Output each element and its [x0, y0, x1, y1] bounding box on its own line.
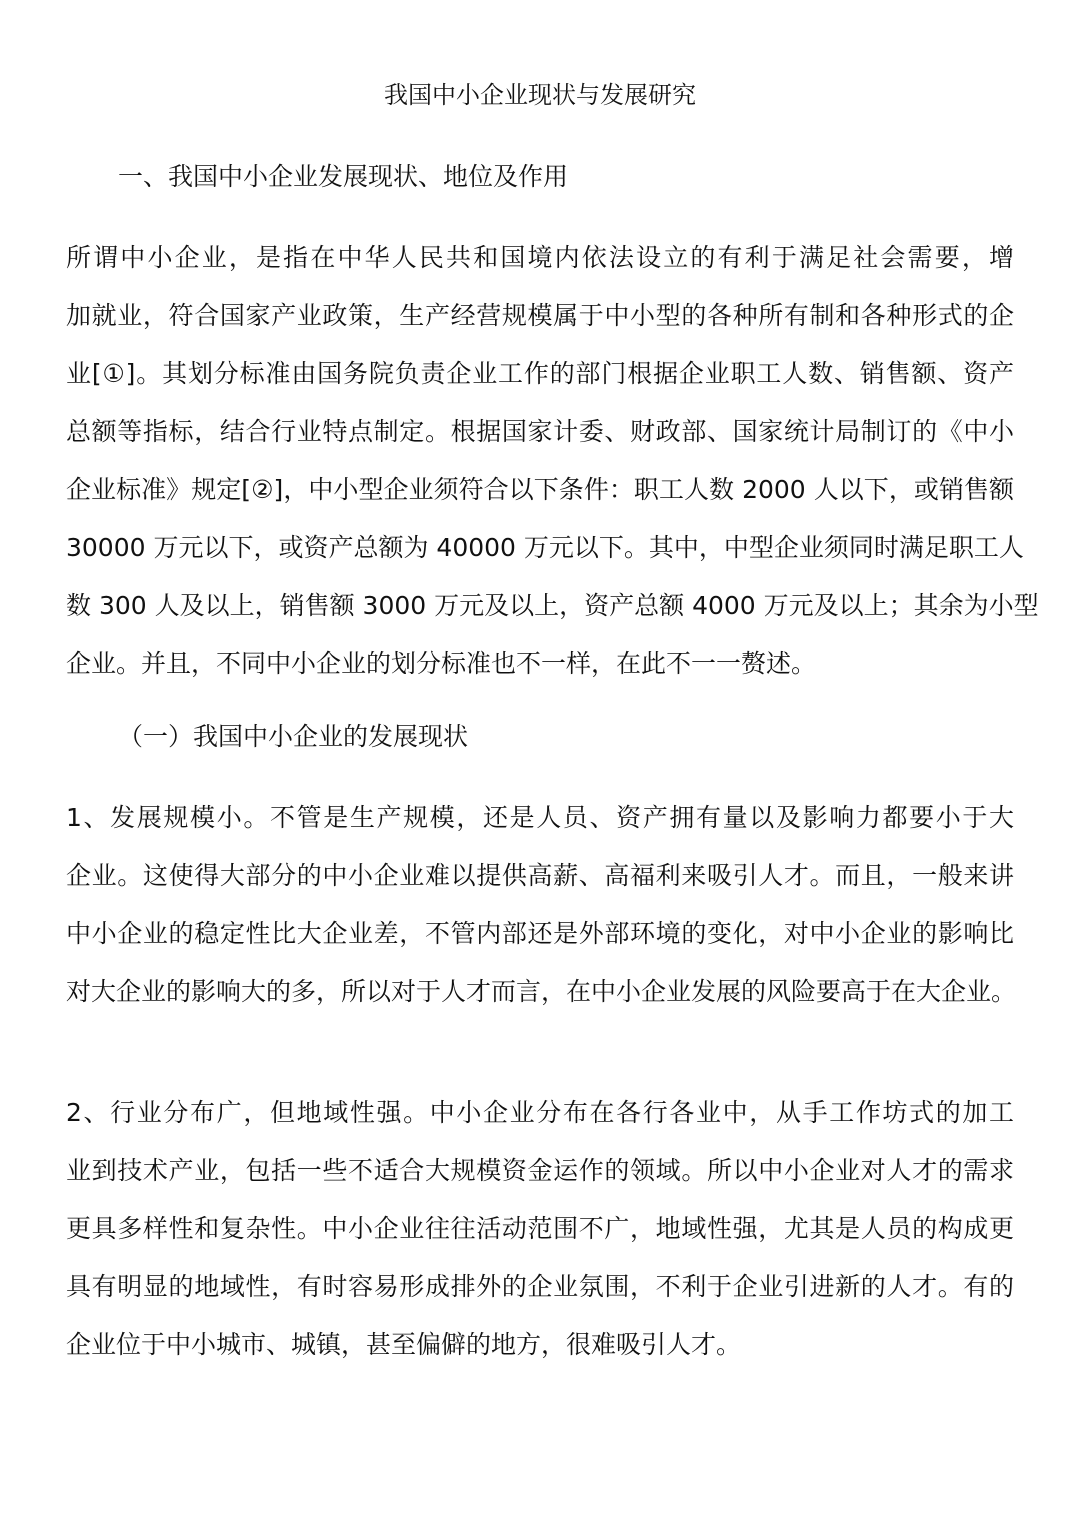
paragraph-line: 总额等指标，结合行业特点制定。根据国家计委、财政部、国家统计局制订的《中小 [66, 417, 1014, 446]
paragraph-line: 数 300 人及以上，销售额 3000 万元及以上，资产总额 4000 万元及以上；其余为小型 [66, 591, 1039, 620]
paragraph-line: 更具多样性和复杂性。中小企业往往活动范围不广，地域性强，尤其是人员的构成更 [66, 1214, 1014, 1243]
paragraph-scale [66, 789, 1017, 1021]
section-heading: 一、我国中小企业发展现状、地位及作用 [118, 162, 569, 191]
paragraph-distribution [66, 1084, 1014, 1374]
paragraph-line: 1、发展规模小。不管是生产规模，还是人员、资产拥有量以及影响力都要小于大 [66, 803, 1014, 832]
paragraph-line: 企业。这使得大部分的中小企业难以提供高薪、高福利来吸引人才。而且，一般来讲 [66, 861, 1014, 890]
subsection-heading: （一）我国中小企业的发展现状 [118, 722, 469, 751]
paragraph-line: 企业标准》规定[②]，中小型企业须符合以下条件：职工人数 2000 人以下，或销售额 [66, 475, 1014, 504]
paragraph-line: 30000 万元以下，或资产总额为 40000 万元以下。其中，中型企业须同时满足职工人 [66, 533, 1024, 562]
paragraph-line: 企业。并且，不同中小企业的划分标准也不一样，在此不一一赘述。 [66, 649, 817, 678]
document-title: 我国中小企业现状与发展研究 [384, 81, 696, 109]
paragraph-line: 业[①]。其划分标准由国务院负责企业工作的部门根据企业职工人数、销售额、资产 [66, 359, 1014, 388]
paragraph-line: 中小企业的稳定性比大企业差，不管内部还是外部环境的变化，对中小企业的影响比 [66, 919, 1014, 948]
paragraph-line: 加就业，符合国家产业政策，生产经营规模属于中小型的各种所有制和各种形式的企 [66, 301, 1014, 330]
paragraph-line: 企业位于中小城市、城镇，甚至偏僻的地方，很难吸引人才。 [66, 1330, 742, 1359]
paragraph-line: 所谓中小企业，是指在中华人民共和国境内依法设立的有利于满足社会需要，增 [66, 243, 1014, 272]
paragraph-definition [66, 229, 1039, 693]
paragraph-line: 2、行业分布广，但地域性强。中小企业分布在各行各业中，从手工作坊式的加工 [66, 1098, 1014, 1127]
paragraph-line: 对大企业的影响大的多，所以对于人才而言，在中小企业发展的风险要高于在大企业。 [66, 977, 1017, 1006]
paragraph-line: 具有明显的地域性，有时容易形成排外的企业氛围，不利于企业引进新的人才。有的 [66, 1272, 1014, 1301]
paragraph-line: 业到技术产业，包括一些不适合大规模资金运作的领域。所以中小企业对人才的需求 [66, 1156, 1014, 1185]
